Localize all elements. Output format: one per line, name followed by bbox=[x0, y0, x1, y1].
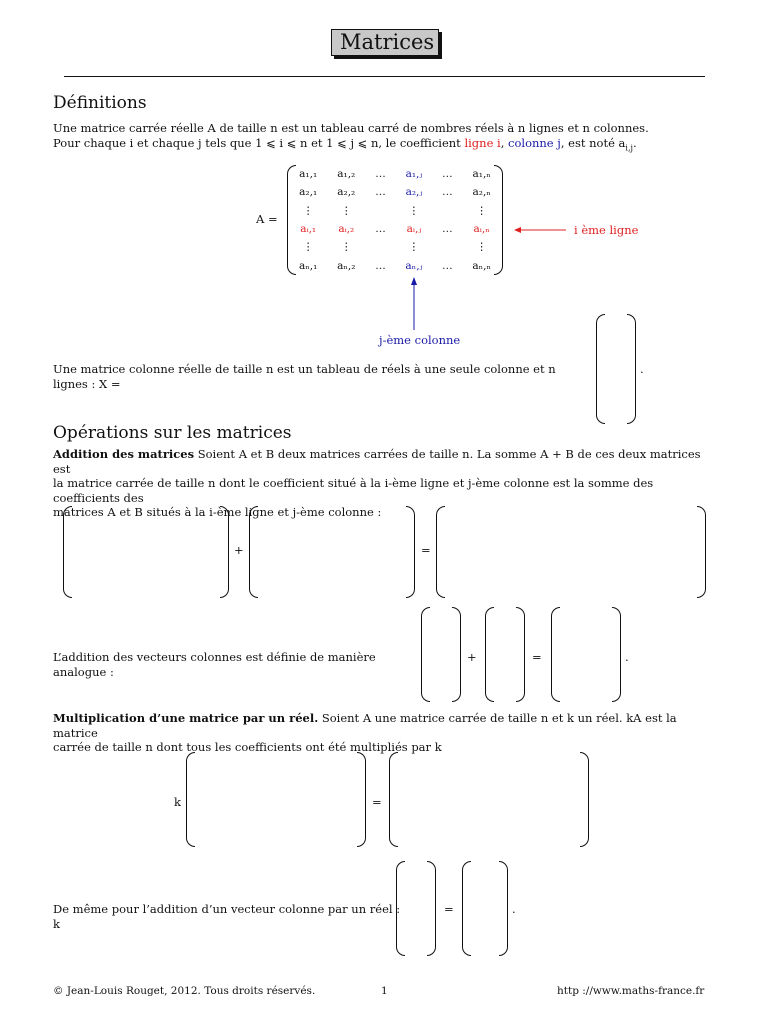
plus-sign: + bbox=[234, 543, 244, 557]
matrix-cell: … bbox=[442, 168, 453, 181]
def-line-1: Une matrice carrée réelle A de taille n est un tableau carré de nombres réels à n lignes et n colonnes. bbox=[53, 121, 649, 135]
vector-add-y bbox=[485, 607, 525, 702]
ligne-i-text: ligne i bbox=[464, 135, 501, 150]
page-title: Matrices bbox=[331, 29, 439, 56]
section-operations-heading: Opérations sur les matrices bbox=[53, 423, 292, 443]
matrix-cell: a₁,ⱼ bbox=[405, 168, 423, 181]
matrix-cell: ⋮ bbox=[302, 241, 314, 254]
matrix-cell: … bbox=[442, 186, 453, 199]
matrix-cell: ⋮ bbox=[408, 241, 420, 254]
addition-bold: Addition des matrices bbox=[53, 447, 195, 461]
equals-sign: = bbox=[444, 902, 454, 916]
matrix-cell: ⋮ bbox=[476, 204, 487, 217]
matrix-a-label: A = bbox=[256, 212, 278, 226]
def-line-2: Pour chaque i et chaque j tels que 1 ⩽ i ⩽ n et 1 ⩽ j ⩽ n, le coefficient ligne i, colonne j, est noté $a_{i,j}$. bbox=[53, 135, 637, 152]
i-eme-ligne-label: i ème ligne bbox=[574, 223, 639, 237]
j-col-arrowhead bbox=[411, 277, 417, 285]
matrix-cell: ⋮ bbox=[476, 241, 487, 254]
equals-sign: = bbox=[372, 795, 382, 809]
equals-sign: = bbox=[421, 543, 431, 557]
matrix-cell: … bbox=[375, 186, 386, 199]
matrix-mult-ka bbox=[389, 752, 589, 847]
vector-add-sum bbox=[551, 607, 621, 702]
matrix-cell: a₁,₁ bbox=[299, 168, 318, 181]
matrix-cell: … bbox=[442, 223, 453, 236]
vector-mult-kx bbox=[462, 861, 508, 956]
matrix-cell: aₙ,ⱼ bbox=[405, 259, 423, 272]
matrix-cell: a₁,₂ bbox=[337, 168, 356, 181]
footer-url[interactable]: http ://www.maths-france.fr bbox=[557, 985, 705, 997]
matrix-cell: a₂,₁ bbox=[299, 186, 318, 199]
matrix-cell: … bbox=[442, 259, 453, 272]
matrix-mult-a bbox=[186, 752, 366, 847]
period: . bbox=[625, 650, 629, 664]
matrix-cell: a₂,₂ bbox=[337, 186, 356, 199]
colonne-j-text: colonne j bbox=[508, 135, 561, 150]
matrix-cell: ⋮ bbox=[408, 204, 420, 217]
matrix-cell: … bbox=[375, 168, 386, 181]
footer-copyright: © Jean-Louis Rouget, 2012. Tous droits réservés. bbox=[53, 985, 316, 997]
period: . bbox=[640, 362, 644, 376]
matrix-cell: ⋮ bbox=[341, 241, 352, 254]
matrix-cell: aᵢ,ⱼ bbox=[406, 223, 422, 236]
matrix-cell: aᵢ,ₙ bbox=[473, 223, 490, 236]
matrix-add-a bbox=[63, 506, 229, 598]
vector-multiplication-text: De même pour l’addition d’un vecteur colonne par un réel : k bbox=[53, 902, 401, 931]
i-row-arrowhead bbox=[514, 227, 521, 233]
matrix-cell: aₙ,ₙ bbox=[472, 259, 491, 272]
matrix-cell: aₙ,₁ bbox=[299, 259, 318, 272]
section-definitions-heading: Définitions bbox=[53, 93, 147, 113]
column-matrix-text: Une matrice colonne réelle de taille n est un tableau de réels à une seule colonne et n lignes : X = bbox=[53, 362, 556, 391]
j-eme-colonne-label: j-ème colonne bbox=[379, 333, 461, 347]
matrix-add-b bbox=[249, 506, 415, 598]
plus-sign: + bbox=[467, 650, 477, 664]
vector-x bbox=[596, 314, 636, 424]
equals-sign: = bbox=[532, 650, 542, 664]
period: . bbox=[512, 902, 516, 916]
matrix-add-sum bbox=[436, 506, 706, 598]
matrix-cell: ⋮ bbox=[302, 204, 314, 217]
matrix-cell: a₂,ⱼ bbox=[405, 186, 423, 199]
vector-addition-text: L’addition des vecteurs colonnes est définie de manière analogue : bbox=[53, 650, 376, 679]
matrix-cell: … bbox=[375, 259, 386, 272]
matrix-cell: ⋮ bbox=[341, 204, 352, 217]
footer-page-number: 1 bbox=[381, 985, 388, 997]
matrix-cell: aₙ,₂ bbox=[337, 259, 356, 272]
scalar-k: k bbox=[174, 795, 181, 809]
matrix-cell: a₁,ₙ bbox=[472, 168, 491, 181]
matrix-cell: aᵢ,₂ bbox=[338, 223, 355, 236]
addition-paragraph: Addition des matrices Soient A et B deux matrices carrées de taille n. La somme A + B de ces deux matrices est la matrice carrée de taille n dont le coefficient situé à la i-ème ligne et j-ème colonne est la somme des coefficients des matrices A et B situés à la i-ème ligne et j-ème colonne : bbox=[53, 447, 701, 519]
matrix-cell: … bbox=[375, 223, 386, 236]
multiplication-paragraph: Multiplication d’une matrice par un réel. Soient A une matrice carrée de taille n et k un réel. kA est la matrice carrée de taille n dont tous les coefficients ont été multipliés par k bbox=[53, 711, 677, 754]
vector-mult-x bbox=[396, 861, 436, 956]
matrix-cell: a₂,ₙ bbox=[472, 186, 491, 199]
vector-add-x bbox=[421, 607, 461, 702]
matrix-cell: aᵢ,₁ bbox=[300, 223, 317, 236]
multiplication-bold: Multiplication d’une matrice par un réel. bbox=[53, 711, 319, 725]
